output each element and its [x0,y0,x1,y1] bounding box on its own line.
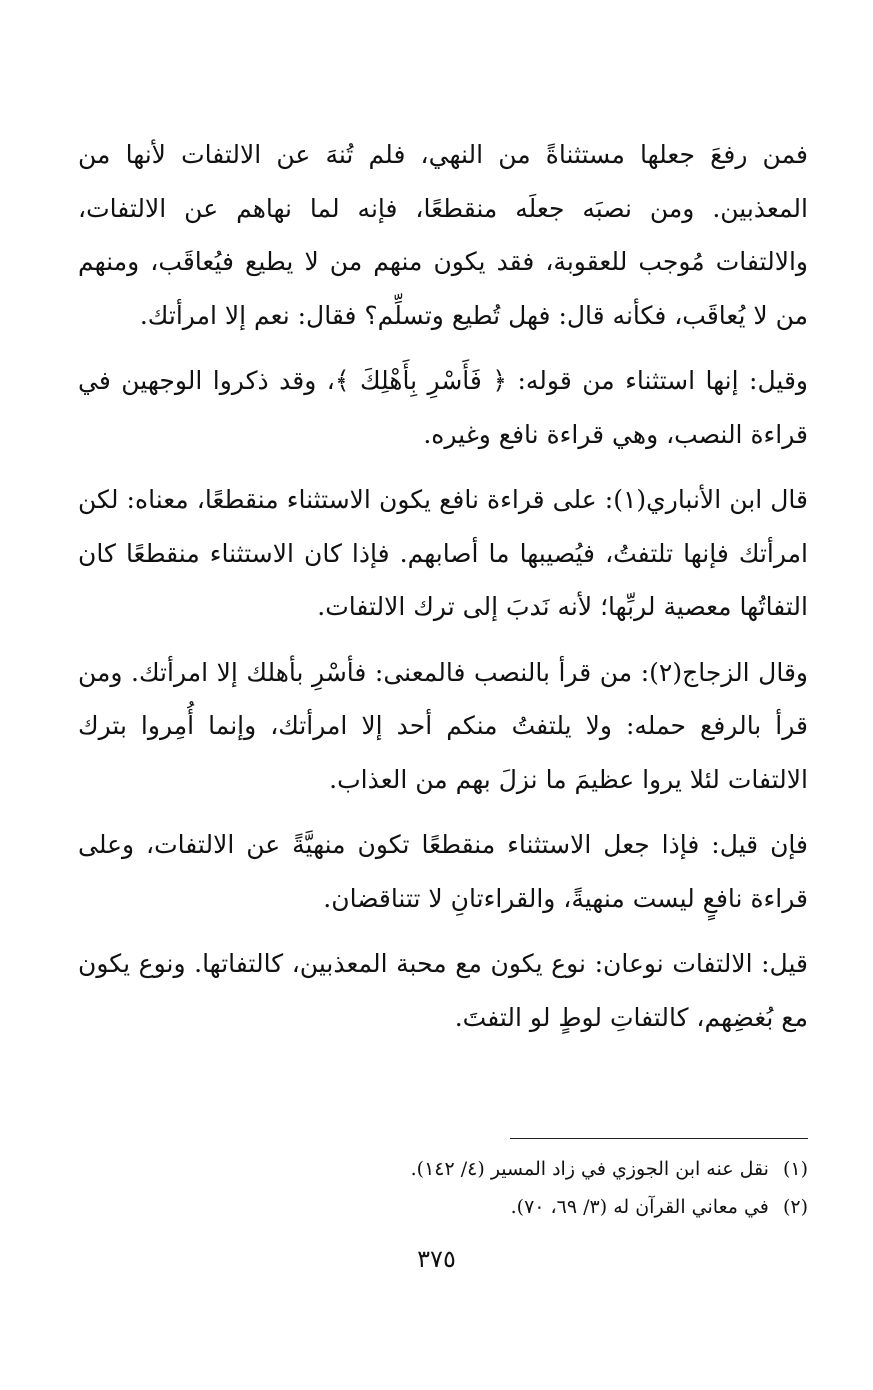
footnote-divider [510,1138,808,1139]
page-number: ٣٧٥ [417,1245,456,1273]
main-text [78,128,808,1056]
footnote-text: نقل عنه ابن الجوزي في زاد المسير (٤/ ١٤٢). [410,1158,769,1180]
footnote-mark: (١) [782,1158,808,1180]
footnote-text: في معاني القرآن له (٣/ ٦٩، ٧٠). [510,1196,769,1218]
paragraph-5: فإن قيل: فإذا جعل الاستثناء منقطعًا تكون منهيَّةً عن الالتفات، وعلى قراءة نافعٍ ليست منهيةً، والقراءتانِ لا تتناقضان. [78,830,808,913]
footnote-mark: (٢) [782,1196,808,1218]
footnote-2 [308,1188,808,1226]
paragraph-4: وقال الزجاج(٢): من قرأ بالنصب فالمعنى: فأسْرِ بأهلك إلا امرأتك. ومن قرأ بالرفع حمله: ولا يلتفتُ منكم أحد إلا امرأتك، وإنما أُمِروا بترك الالتفات لئلا يروا عظيمَ ما نزلَ بهم من العذاب. [78,657,808,794]
paragraph-1: فمن رفعَ جعلها مستثناةً من النهي، فلم تُنهَ عن الالتفات لأنها من المعذبين. ومن نصبَه جعلَه منقطعًا، فإنه لما نهاهم عن الالتفات، والالتفات مُوجب للعقوبة، فقد يكون منهم من لا يطيع فيُعاقَب، ومنهم من لا يُعاقَب، فكأنه قال: فهل تُطيع وتسلِّم؟ فقال: نعم إلا امرأتك. [78,140,808,330]
paragraph-6: قيل: الالتفات نوعان: نوع يكون مع محبة المعذبين، كالتفاتها. ونوع يكون مع بُغضِهم، كالتفاتِ لوطٍ لو التفتَ. [78,949,808,1032]
footnotes [308,1150,808,1226]
paragraph-3: قال ابن الأنباري(١): على قراءة نافع يكون الاستثناء منقطعًا، معناه: لكن امرأتك فإنها تلتفتُ، فيُصيبها ما أصابهم. فإذا كان الاستثناء منقطعًا كان التفاتُها معصية لربِّها؛ لأنه نَدبَ إلى ترك الالتفات. [78,485,808,621]
paragraph-2: وقيل: إنها استثناء من قوله: ﴿ فَأَسْرِ بِأَهْلِكَ ﴾، وقد ذكروا الوجهين في قراءة النصب، وهي قراءة نافع وغيره. [78,366,808,449]
footnote-1 [308,1150,808,1188]
